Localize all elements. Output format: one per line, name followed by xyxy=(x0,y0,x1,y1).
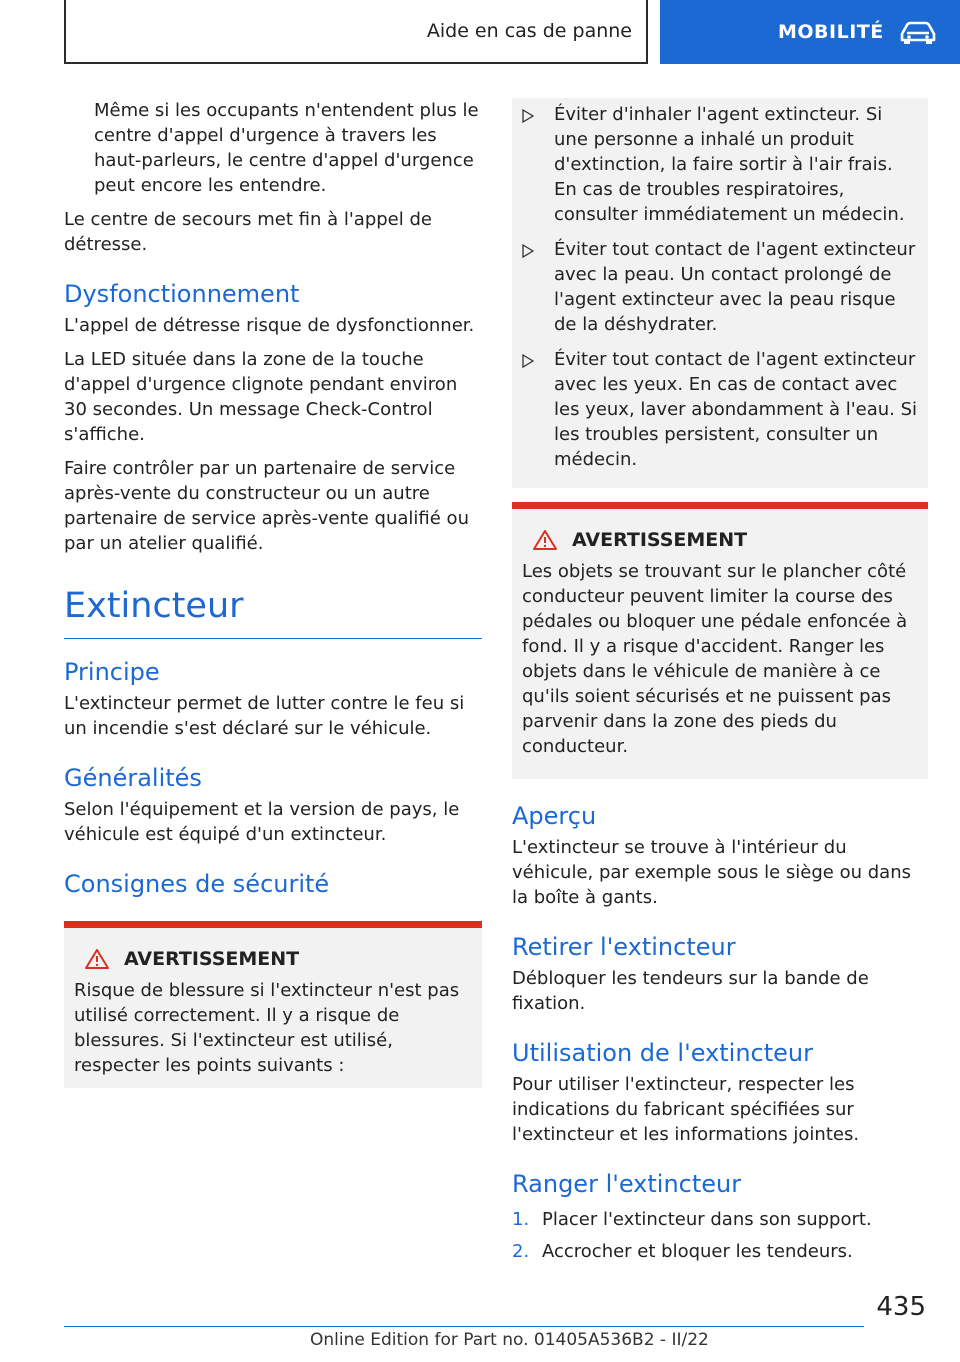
heading-consignes-securite: Consignes de sécurité xyxy=(64,870,330,898)
step-text: Accrocher et bloquer les tendeurs. xyxy=(542,1241,853,1262)
list-item xyxy=(522,237,918,337)
retirer-paragraph: Débloquer les tendeurs sur la bande de fixation. xyxy=(512,968,869,1014)
list-item xyxy=(512,1239,928,1264)
bullet-text: Éviter tout contact de l'agent extincteur avec la peau. Un contact prolongé de l'agent extincteur avec la peau risque de la déshydrater. xyxy=(554,239,916,335)
dys-paragraph-1: L'appel de détresse risque de dysfonctionner. xyxy=(64,315,475,336)
dys-paragraph-2: La LED située dans la zone de la touche d'appel d'urgence clignote pendant environ 30 secondes. Un message Check-Control s'affiche. xyxy=(64,349,458,445)
warning-title-text-1: AVERTISSEMENT xyxy=(124,948,300,970)
heading-extincteur: Extincteur xyxy=(64,584,482,639)
bullet-text: Éviter d'inhaler l'agent extincteur. Si une personne a inhalé un produit d'extinction, la faire sortir à l'air frais. En cas de troubles respiratoires, consulter immédiatement un médecin. xyxy=(554,104,905,225)
warning-box-1 xyxy=(64,921,482,1088)
step-number: 1. xyxy=(512,1209,530,1230)
warning-triangle-icon xyxy=(84,948,110,970)
list-item xyxy=(522,102,918,227)
intro-paragraph: Le centre de secours met fin à l'appel de détresse. xyxy=(64,209,432,255)
warning-triangle-icon xyxy=(532,529,558,551)
utilisation-paragraph: Pour utiliser l'extincteur, respecter les indications du fabricant spécifiées sur l'extincteur et les informations jointes. xyxy=(512,1074,860,1145)
safety-bullets-box xyxy=(512,98,928,488)
heading-utilisation: Utilisation de l'extincteur xyxy=(512,1039,813,1067)
heading-retirer: Retirer l'extincteur xyxy=(512,933,736,961)
bullet-text: Éviter tout contact de l'agent extincteur avec les yeux. En cas de contact avec les yeux, laver abondamment à l'eau. Si les troubles persistent, consulter un médecin. xyxy=(554,349,918,470)
dys-paragraph-3: Faire contrôler par un partenaire de service après-vente du constructeur ou un autre partenaire de service après-vente qualifié ou par un atelier qualifié. xyxy=(64,458,469,554)
heading-ranger: Ranger l'extincteur xyxy=(512,1170,742,1198)
triangle-bullet-icon xyxy=(522,109,534,123)
footer-edition: Online Edition for Part no. 01405A536B2 - II/22 xyxy=(310,1330,709,1350)
warning-title-text-2: AVERTISSEMENT xyxy=(572,529,748,551)
warning-text-2: Les objets se trouvant sur le plancher côté conducteur peuvent limiter la course des pédales ou bloquer une pédale enfoncée à fond. Il y a risque d'accident. Ranger les objets dans le véhicule de manière à ce qu'ils soient sécurisés et ne puissent pas parvenir dans la zone des pieds du conducteur. xyxy=(522,561,908,757)
page-number: 435 xyxy=(876,1292,926,1322)
list-item xyxy=(522,347,918,472)
triangle-bullet-icon xyxy=(522,244,534,258)
heading-generalites: Généralités xyxy=(64,764,202,792)
right-column xyxy=(512,98,928,1271)
step-text: Placer l'extincteur dans son support. xyxy=(542,1209,872,1230)
list-item xyxy=(512,1207,928,1232)
step-number: 2. xyxy=(512,1241,530,1262)
left-column xyxy=(64,98,482,1088)
triangle-bullet-icon xyxy=(522,354,534,368)
generalites-paragraph: Selon l'équipement et la version de pays, le véhicule est équipé d'un extincteur. xyxy=(64,799,460,845)
warning-text-1: Risque de blessure si l'extincteur n'est pas utilisé correctement. Il y a risque de blessures. Si l'extincteur est utilisé, respecter les points suivants : xyxy=(74,980,460,1076)
car-icon xyxy=(898,19,938,45)
heading-dysfonctionnement: Dysfonctionnement xyxy=(64,280,300,308)
section-title-text: Aide en cas de panne xyxy=(426,20,632,42)
apercu-paragraph: L'extincteur se trouve à l'intérieur du véhicule, par exemple sous le siège ou dans la boîte à gants. xyxy=(512,837,911,908)
intro-indented-paragraph: Même si les occupants n'entendent plus le centre d'appel d'urgence à travers les haut-parleurs, le centre d'appel d'urgence peut encore les entendre. xyxy=(94,100,479,196)
heading-principe: Principe xyxy=(64,658,160,686)
chapter-title-text: MOBILITÉ xyxy=(778,21,884,43)
footer-divider xyxy=(64,1326,864,1327)
warning-title-2 xyxy=(522,529,918,551)
warning-box-2 xyxy=(512,502,928,779)
principe-paragraph: L'extincteur permet de lutter contre le feu si un incendie s'est déclaré sur le véhicule. xyxy=(64,693,465,739)
header-section-title xyxy=(64,0,648,64)
heading-apercu: Aperçu xyxy=(512,802,597,830)
header-chapter-tab xyxy=(660,0,960,64)
warning-title-1 xyxy=(74,948,472,970)
